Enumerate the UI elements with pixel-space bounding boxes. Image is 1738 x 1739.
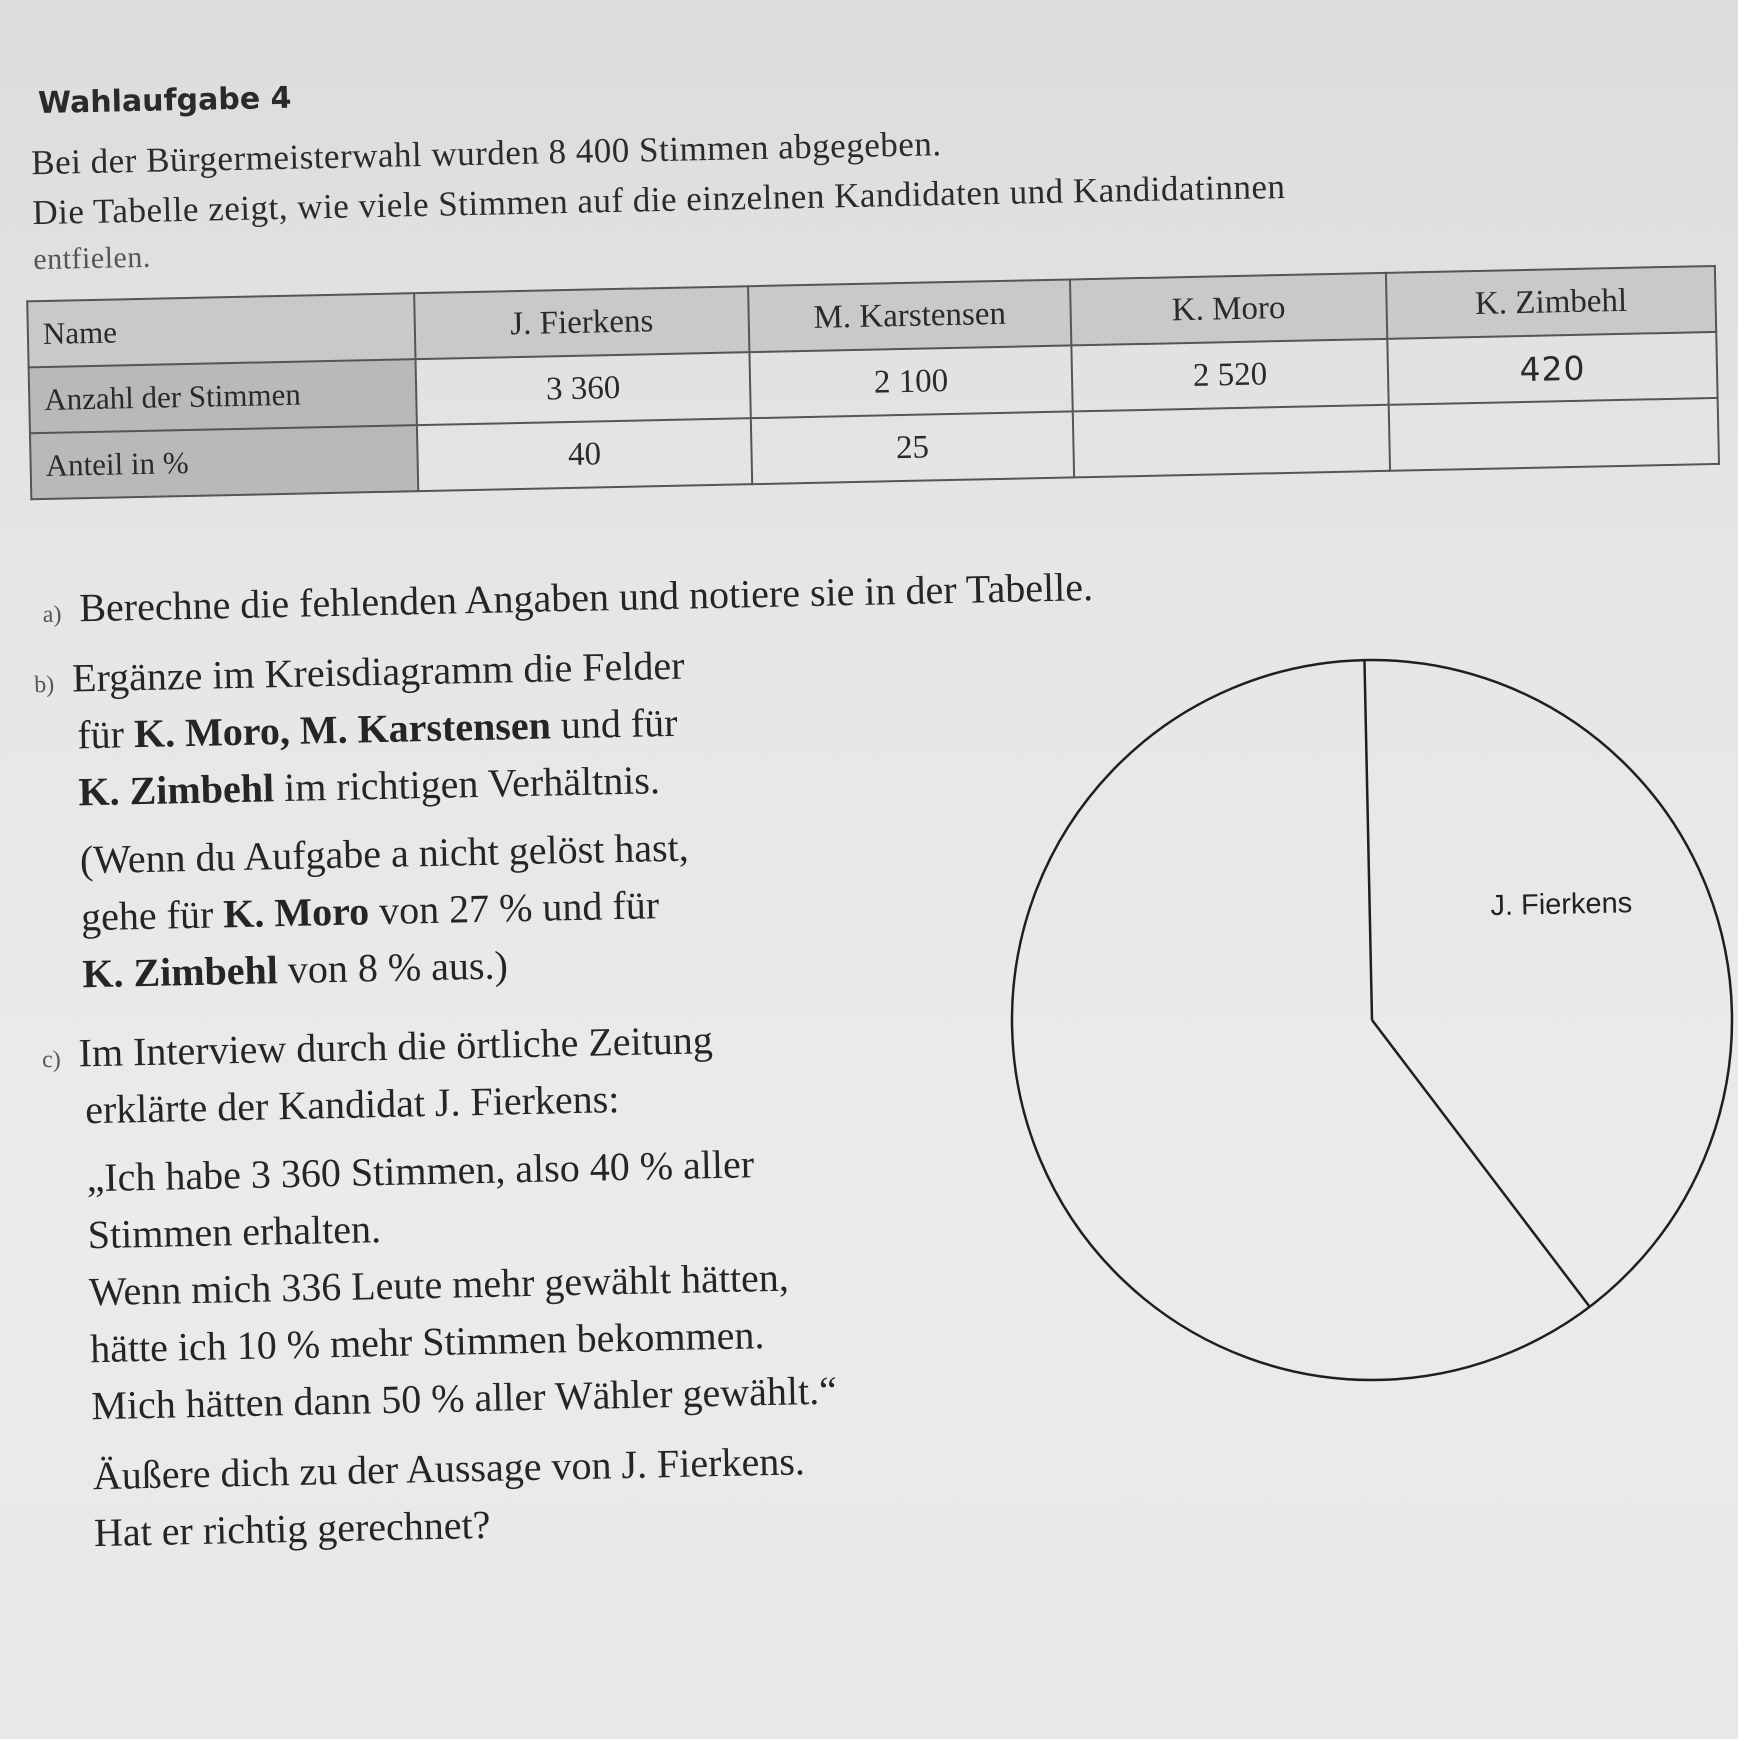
quote-line-1: „Ich habe 3 360 Stimmen, also 40 % aller <box>86 1141 755 1201</box>
task-heading: Wahlaufgabe 4 <box>37 80 292 122</box>
task-b-line-3: K. Zimbehl im richtigen Verhältnis. <box>78 757 661 815</box>
quote-line-4: hätte ich 10 % mehr Stimmen bekommen. <box>89 1312 765 1372</box>
task-b-line-6: K. Zimbehl von 8 % aus.) <box>81 942 509 997</box>
intro-line-1: Bei der Bürgermeisterwahl wurden 8 400 Stimmen abgegeben. <box>30 124 942 183</box>
question-line-2: Hat er richtig gerechnet? <box>93 1501 491 1556</box>
pie-slice-boundary-0 <box>1364 660 1372 1020</box>
question-line-1: Äußere dich zu der Aussage von J. Fierkens. <box>92 1438 806 1499</box>
votes-karstensen: 2 100 <box>749 345 1072 418</box>
task-b-line-5: gehe für K. Moro von 27 % und für <box>80 882 660 940</box>
intro-line-2: Die Tabelle zeigt, wie viele Stimmen auf die einzelnen Kandidaten und Kandidatinnen <box>31 166 1286 233</box>
quote-line-2: Stimmen erhalten. <box>87 1206 382 1258</box>
row-label-name: Name <box>27 293 415 367</box>
votes-moro: 2 520 <box>1071 339 1388 412</box>
quote-line-3: Wenn mich 336 Leute mehr gewählt hätten, <box>88 1254 790 1315</box>
candidate-zimbehl: K. Zimbehl <box>1386 266 1716 339</box>
share-karstensen: 25 <box>751 411 1074 484</box>
task-a-text: Berechne die fehlenden Angaben und notiere sie in der Tabelle. <box>78 564 1094 631</box>
row-label-votes: Anzahl der Stimmen <box>29 359 417 433</box>
pie-label-fierkens: J. Fierkens <box>1490 887 1633 923</box>
task-c-line-1: c) Im Interview durch die örtliche Zeitung <box>41 1017 714 1076</box>
task-b-line-4: (Wenn du Aufgabe a nicht gelöst hast, <box>79 824 690 883</box>
share-fierkens: 40 <box>417 418 752 491</box>
task-b-line-2: für K. Moro, M. Karstensen und für <box>76 699 678 758</box>
candidate-karstensen: M. Karstensen <box>748 279 1071 352</box>
row-label-shares: Anteil in % <box>30 425 418 499</box>
task-a-marker: a) <box>42 601 62 629</box>
task-b-marker: b) <box>33 671 55 699</box>
candidate-fierkens: J. Fierkens <box>414 286 749 359</box>
votes-zimbehl-handwritten[interactable]: 420 <box>1387 332 1717 405</box>
task-b-line-1: b) Ergänze im Kreisdiagramm die Felder <box>33 642 685 701</box>
task-c-marker: c) <box>41 1046 62 1074</box>
votes-fierkens: 3 360 <box>416 352 751 425</box>
intro-line-3: entfielen. <box>32 240 152 277</box>
candidate-moro: K. Moro <box>1070 273 1387 346</box>
pie-slice-boundary-1 <box>1372 1016 1590 1312</box>
quote-line-5: Mich hätten dann 50 % aller Wähler gewählt.“ <box>90 1367 838 1429</box>
task-c-line-2: erklärte der Kandidat J. Fierkens: <box>84 1076 620 1133</box>
